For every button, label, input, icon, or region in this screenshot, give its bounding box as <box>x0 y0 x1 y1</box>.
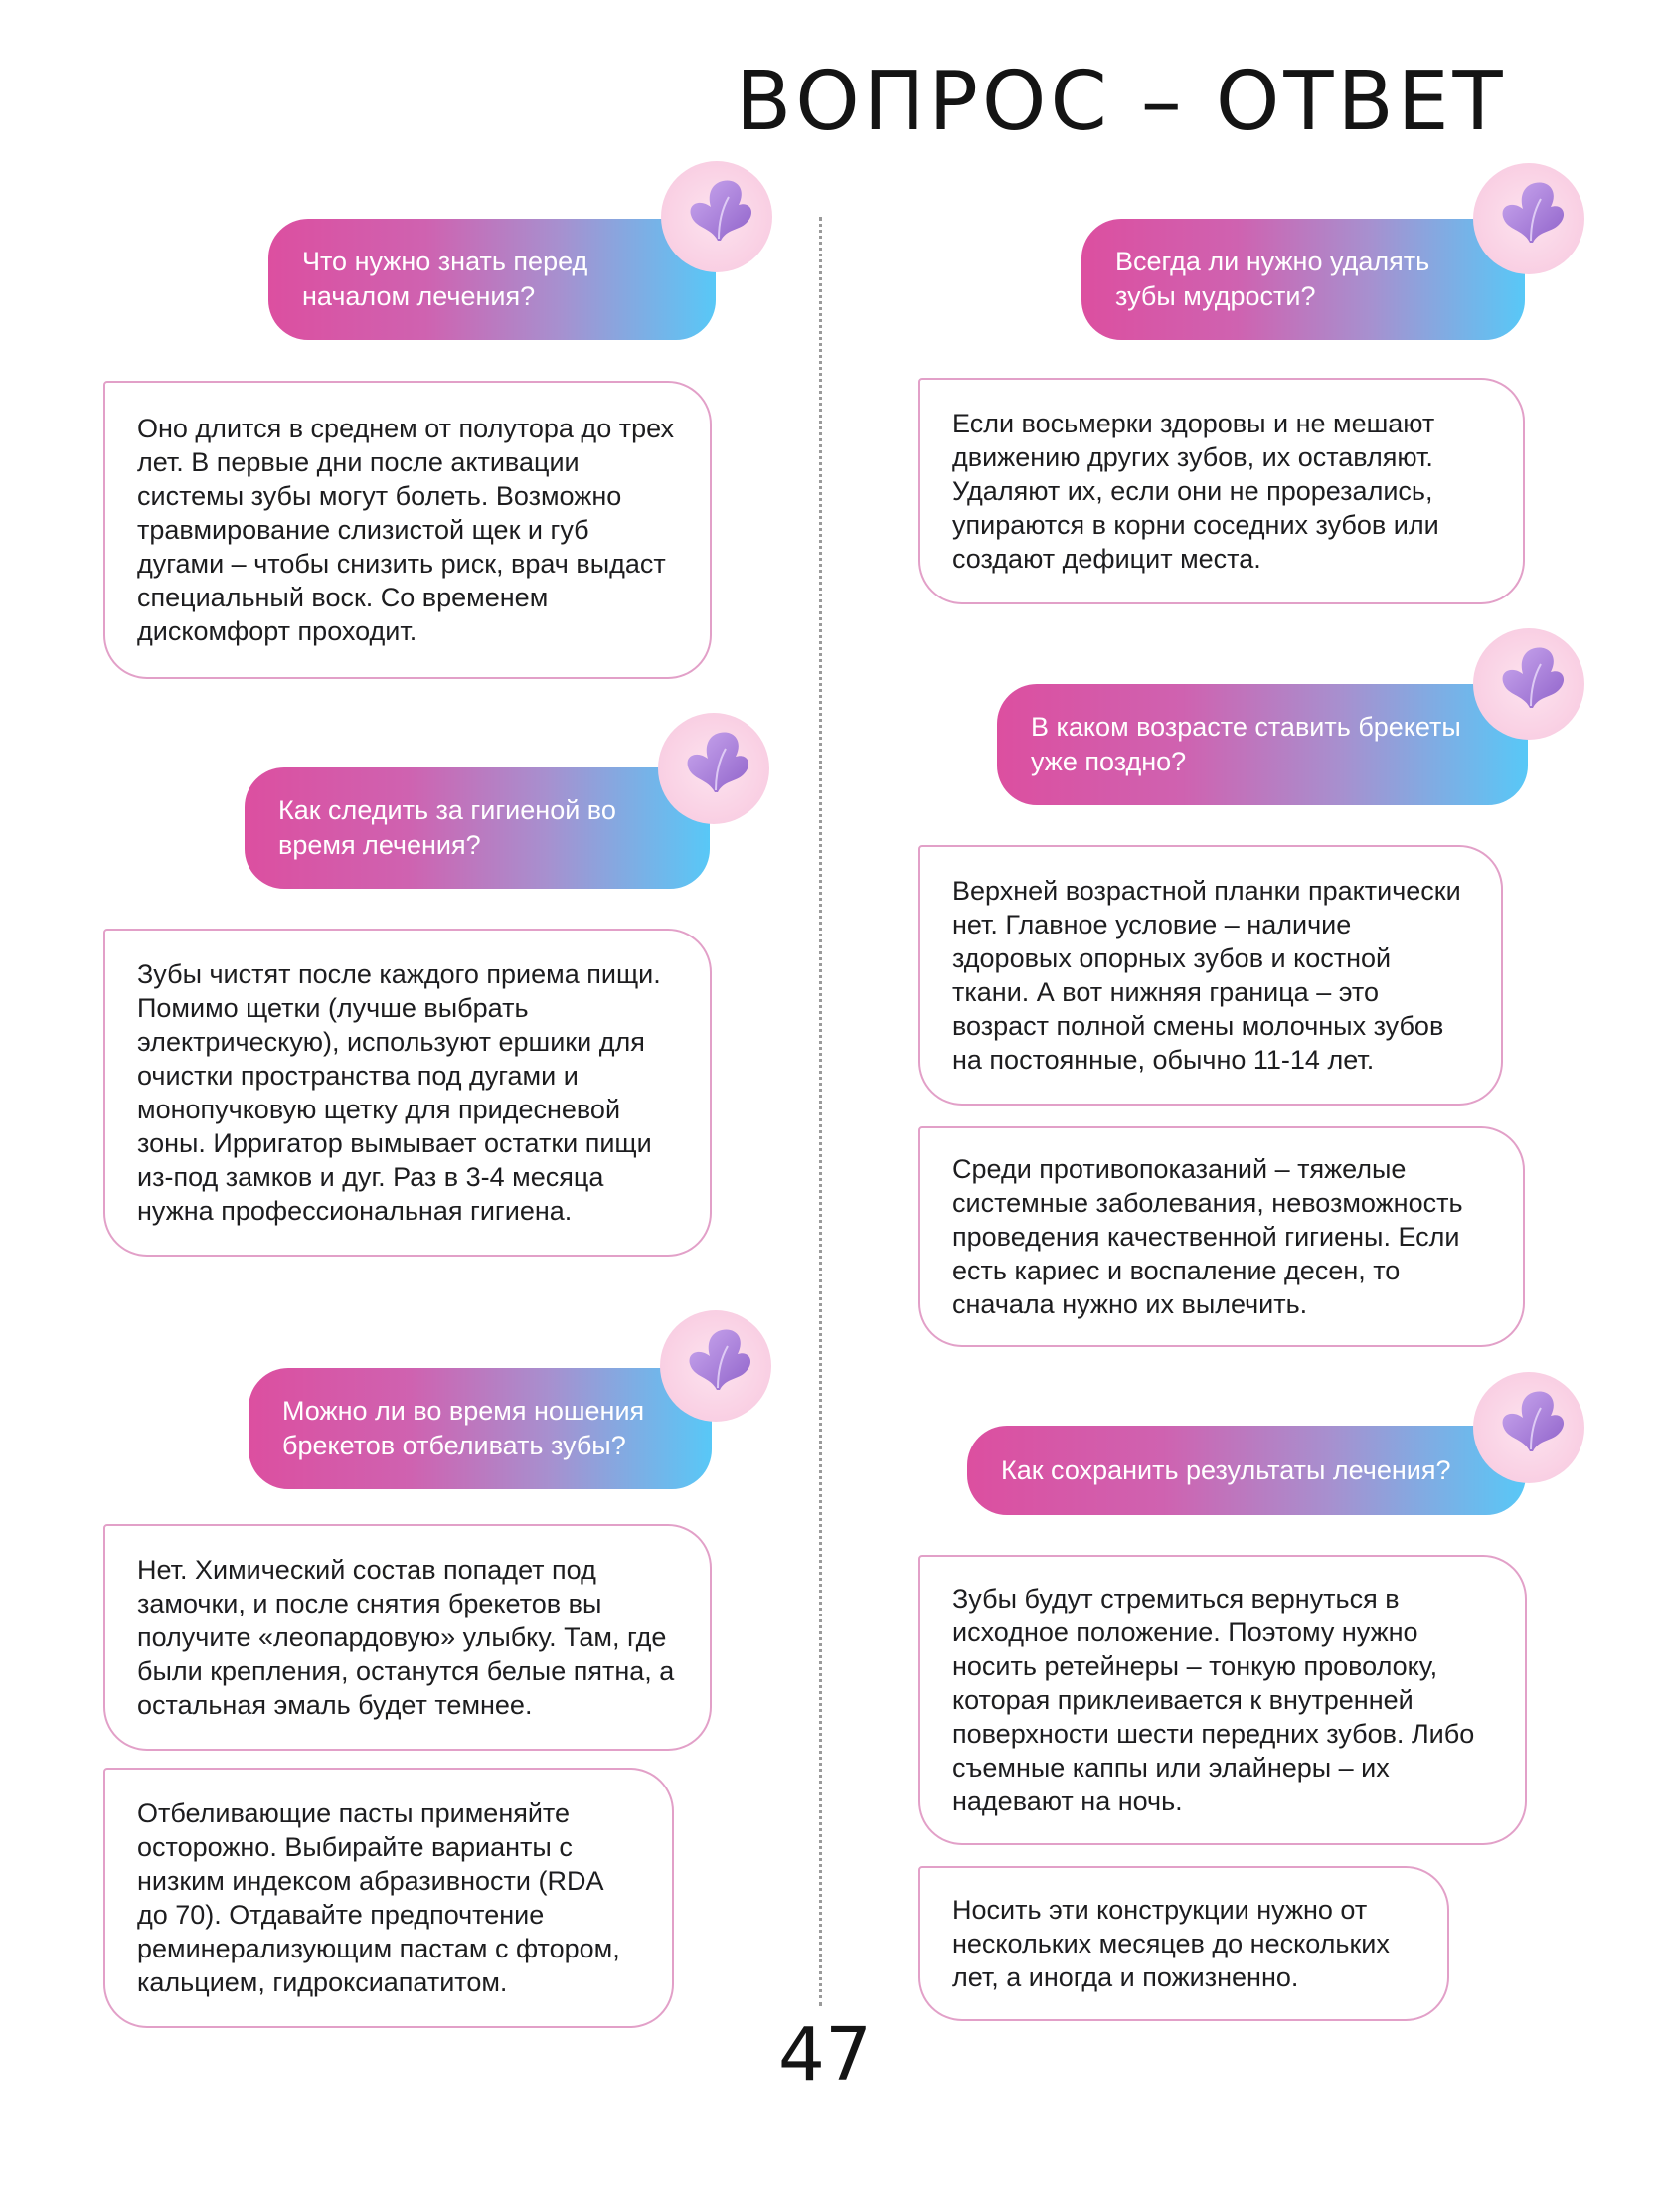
answer-card <box>918 1126 1525 1347</box>
butterfly-icon <box>660 1310 771 1422</box>
butterfly-badge <box>1473 163 1584 274</box>
answer-card <box>103 1768 674 2028</box>
answer-text: Нет. Химический состав попадет под замочки, и после снятия брекетов вы получите «леопардовую» улыбку. Там, где были крепления, останутся белые пятна, а остальная эмаль будет темнее. <box>137 1555 675 1720</box>
butterfly-icon <box>1473 628 1584 740</box>
question-text: Как следить за гигиеной во время лечения? <box>278 795 616 860</box>
question-bubble <box>249 1368 712 1489</box>
butterfly-badge <box>1473 628 1584 740</box>
question-bubble <box>1081 219 1525 340</box>
page-title: ВОПРОС – ОТВЕТ <box>736 55 1507 149</box>
question-bubble <box>967 1426 1526 1515</box>
butterfly-icon <box>658 713 769 824</box>
answer-card <box>103 381 712 679</box>
answer-card <box>918 845 1503 1106</box>
answer-card <box>918 1866 1449 2021</box>
question-text: Как сохранить результаты лечения? <box>1001 1454 1451 1485</box>
answer-text: Зубы будут стремиться вернуться в исходное положение. Поэтому нужно носить ретейнеры – тонкую проволоку, которая приклеивается к внутренней поверхности шести передних зубов. Либо съемные каппы или элайнеры – их надевают на ночь. <box>952 1584 1475 1816</box>
answer-card <box>918 1555 1527 1845</box>
answer-text: Если восьмерки здоровы и не мешают движению других зубов, их оставляют. Удаляют их, если они не прорезались, упираются в корни соседних зубов или создают дефицит места. <box>952 409 1439 574</box>
answer-card <box>103 929 712 1257</box>
butterfly-icon <box>1473 1372 1584 1483</box>
butterfly-icon <box>661 161 772 272</box>
answer-card <box>918 378 1525 604</box>
page-number: 47 <box>777 2012 873 2098</box>
butterfly-badge <box>1473 1372 1584 1483</box>
question-text: В каком возрасте ставить брекеты уже поздно? <box>1031 712 1461 776</box>
question-text: Можно ли во время ношения брекетов отбеливать зубы? <box>282 1396 645 1460</box>
column-divider <box>819 217 822 2006</box>
butterfly-badge <box>661 161 772 272</box>
question-text: Всегда ли нужно удалять зубы мудрости? <box>1115 247 1430 311</box>
answer-text: Носить эти конструкции нужно от нескольких месяцев до нескольких лет, а иногда и пожизненно. <box>952 1895 1390 1992</box>
question-text: Что нужно знать перед началом лечения? <box>302 247 588 311</box>
butterfly-badge <box>658 713 769 824</box>
question-bubble <box>245 767 710 889</box>
answer-text: Оно длится в среднем от полутора до трех лет. В первые дни после активации системы зубы могут болеть. Возможно травмирование слизистой щек и губ дугами – чтобы снизить риск, врач выдаст специальный воск. Со временем дискомфорт проходит. <box>137 414 675 646</box>
answer-card <box>103 1524 712 1751</box>
answer-text: Зубы чистят после каждого приема пищи. Помимо щетки (лучше выбрать электрическую), используют ершики для очистки пространства под дугами и монопучковую щетку для придесневой зоны. Ирригатор вымывает остатки пищи из-под замков и дуг. Раз в 3-4 месяца нужна профессиональная гигиена. <box>137 959 661 1226</box>
butterfly-badge <box>660 1310 771 1422</box>
question-bubble <box>268 219 716 340</box>
answer-text: Верхней возрастной планки практически нет. Главное условие – наличие здоровых опорных зубов и костной ткани. А вот нижняя граница – это возраст полной смены молочных зубов на постоянные, обычно 11-14 лет. <box>952 876 1461 1075</box>
butterfly-icon <box>1473 163 1584 274</box>
question-bubble <box>997 684 1528 805</box>
answer-text: Среди противопоказаний – тяжелые системные заболевания, невозможность проведения качественной гигиены. Если есть кариес и воспаление десен, то сначала нужно их вылечить. <box>952 1154 1463 1319</box>
answer-text: Отбеливающие пасты применяйте осторожно. Выбирайте варианты с низким индексом абразивности (RDA до 70). Отдавайте предпочтение реминерализующим пастам с фтором, кальцием, гидроксиапатитом. <box>137 1798 620 1997</box>
